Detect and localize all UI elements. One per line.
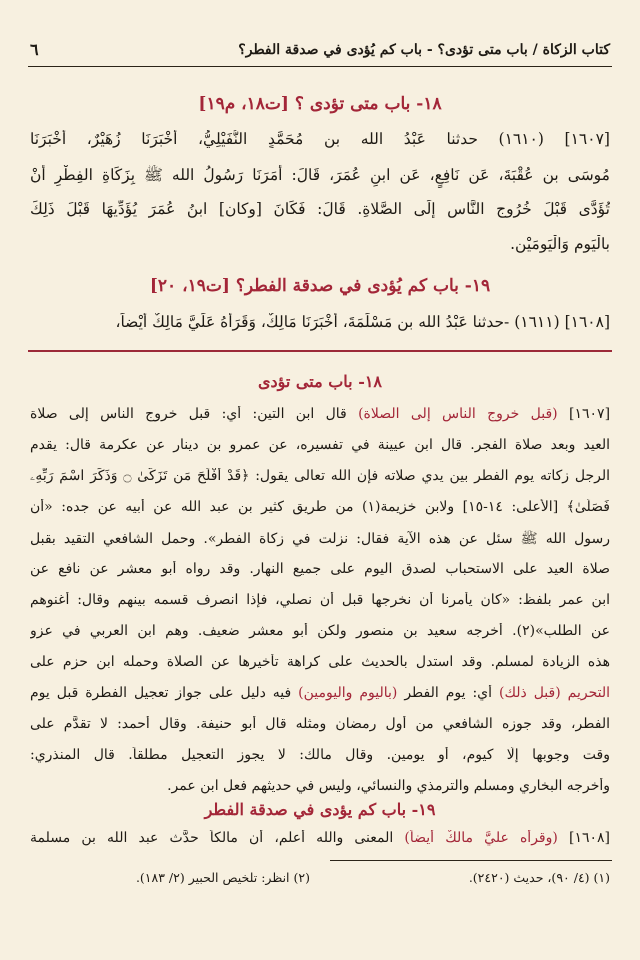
ref-number: [١٦٠٧] <box>569 406 610 422</box>
matn-heading-19: ١٩- باب كم يُؤدى في صدقة الفطر؟ [ت١٩، ٢٠] <box>149 276 491 296</box>
matn-heading-18: ١٨- باب متى تؤدى ؟ [ت١٨، م١٩] <box>198 94 442 114</box>
running-header <box>30 38 610 64</box>
section-divider <box>28 350 612 352</box>
footnote-1: (١) (٤/ ٩٠)، حديث (٢٤٢٠). <box>468 870 610 885</box>
matn-line: تُؤَدَّى قَبْلَ خُرُوجِ النَّاسِ إِلَى الصَّلاةِ. قَالَ: فَكَانَ [وكان] ابنُ عُمَرَ يُؤَدِّيهَا قَبْلَ ذَلِكَ <box>30 200 610 218</box>
sharh-line: رسول الله ﷺ سئل عن هذه الآية فقال: نزلت في زكاة الفطر». وحمل الشافعي التقيد بقبل <box>30 531 610 547</box>
page-number: ٦ <box>30 40 39 59</box>
sharh-heading-18: ١٨- باب متى تؤدى <box>257 372 383 391</box>
sharh-line: التحريم (قبل ذلك) أي: يوم الفطر (باليوم واليومين) فيه دليل على جواز تعجيل الفطرة قبل يوم <box>30 685 610 701</box>
sharh-line: عن الطلب»(٢). أخرجه سعيد بن منصور ولكن أبو معشر ضعيف. وهم ابن العربي في عزو <box>30 623 610 639</box>
sharh-line: الرجل زكاته يوم الفطر بين يدي صلاته فإن الله تعالى يقول: ﴿قَدْ أَفْلَحَ مَن تَزَكَّىٰ ۝ وَذَكَرَ اسْمَ رَبِّهِۦ <box>30 468 610 484</box>
footnote-rule <box>330 860 612 861</box>
sharh-line: صلاة العيد على الاستحباب لصدق اليوم على جميع النهار. وقد رواه أبو معشر عن نافع عن <box>30 561 610 577</box>
sharh-heading-19: ١٩- باب كم يؤدى في صدقة الفطر <box>204 800 436 819</box>
sharh-line: [١٦٠٨] (وقرأه عليَّ مالكٌ أيضاً) المعنى والله أعلم، أن مالكاً حدَّث عبد الله بن مسلمة <box>30 830 610 846</box>
matn-line: مُوسَى بن عُقْبَةَ، عَن نَافِعٍ، عَن ابنِ عُمَرَ، قَالَ: أَمَرَنَا رَسُولُ الله ﷺ بِزَكَاةِ الفِطْرِ أَنْ <box>30 166 610 184</box>
footnote-2: (٢) انظر: تلخيص الحبير (٢/ ١٨٣). <box>135 870 310 885</box>
header-rule <box>28 66 612 67</box>
quoted-phrase: التحريم (قبل ذلك) <box>498 685 610 701</box>
sharh-line: العيد وبعد صلاة الفجر. قال ابن عيينة في تفسيره، عن عمرو بن دينار عن عكرمة قال: يقدم <box>30 437 610 453</box>
matn-line: [١٦٠٨] (١٦١١) -حدثنا عَبْدُ الله بن مَسْلَمَةَ، أَخْبَرَنَا مَالِكٌ، وَقَرَأَهُ عَلَيَّ مَالِكٌ أَيْضاً، <box>115 313 610 331</box>
quoted-phrase: (قبل خروج الناس إلى الصلاة) <box>358 406 558 422</box>
sharh-line: ابن عمر بلفظ: «كان يأمرنا أن نخرجها قبل أن نصلي، فإذا انصرف قسمه بينهم وقال: أغنوهم <box>30 592 610 608</box>
sharh-line: فَصَلَّىٰ﴾ [الأعلى: ١٤-١٥] ولابن خزيمة(١) من طريق كثير بن عبد الله عن أبيه عن جده: «أن <box>30 499 610 515</box>
matn-line: بالْيَومِ وَالْيَومَيْنِ. <box>510 235 610 253</box>
sharh-line: هذه الزيادة لمسلم. وقد استدل بالحديث على كراهة تأخيرها عن الصلاة وحمله ابن حزم على <box>30 654 610 670</box>
running-title: كتاب الزكاة / باب متى تؤدى؟ - باب كم يُؤدى في صدقة الفطر؟ <box>238 42 610 58</box>
quoted-phrase: (وقرأه عليَّ مالكٌ أيضاً) <box>404 830 558 846</box>
matn-line: [١٦٠٧] (١٦١٠) حدثنا عَبْدُ الله بن مُحَمَّدٍ النُّفَيْلِيُّ، أَخْبَرَنَا زُهَيْرٌ، أَخْبَرَنَا <box>30 130 610 148</box>
sharh-line: [١٦٠٧] (قبل خروج الناس إلى الصلاة) قال ابن التين: أي: قبل خروج الناس إلى صلاة <box>30 406 610 422</box>
sharh-line: وقت وجوبها إلَّا كيوم، أو يومين. وقال مالك: لا يجوز التعجيل مطلقاً. قال المنذري: <box>30 747 610 763</box>
sharh-line: وأخرجه البخاري ومسلم والترمذي والنسائي، وليس في حديثهم فعل ابن عمر. <box>167 778 610 794</box>
ref-number: [١٦٠٨] <box>568 830 610 846</box>
sharh-line: الفطر، وقد جوزه الشافعي من أول رمضان ومثله قال أبو حنيفة. وقال أحمد: لا تقدَّم على <box>30 716 610 732</box>
footnotes <box>30 866 610 896</box>
quoted-phrase: (باليوم واليومين) <box>298 685 398 701</box>
